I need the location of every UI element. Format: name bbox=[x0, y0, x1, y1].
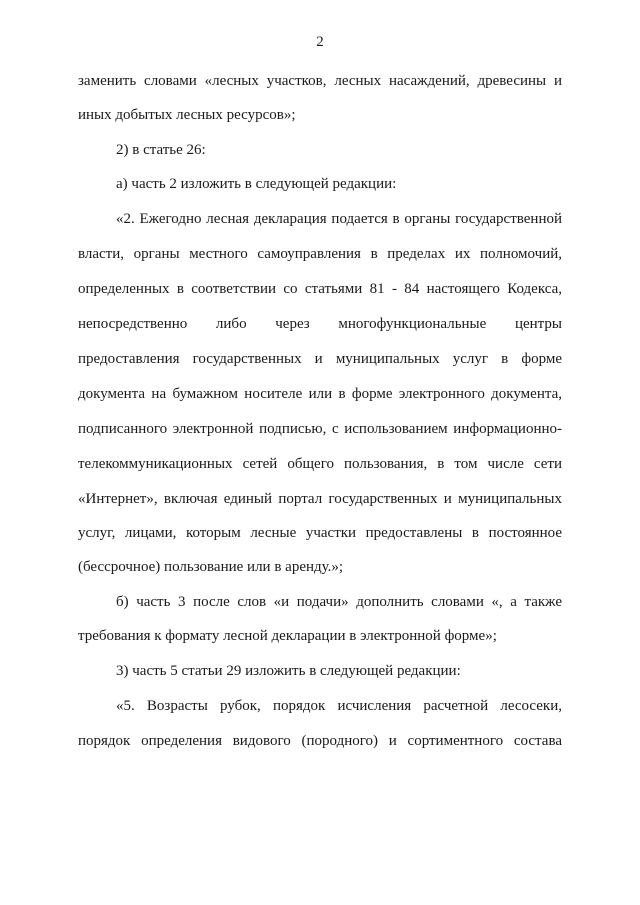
page-number: 2 bbox=[316, 34, 324, 50]
text-line: заменить словами «лесных участков, лесных насаждений, древесины и bbox=[78, 73, 562, 89]
text-line: услуг, лицами, которым лесные участки предоставлены в постоянное bbox=[78, 525, 562, 541]
text-line: непосредственно либо через многофункциональные центры bbox=[78, 316, 562, 332]
text-line: (бессрочное) пользование или в аренду.»; bbox=[78, 559, 344, 575]
text-line: подписанного электронной подписью, с использованием информационно- bbox=[78, 421, 562, 437]
text-line: требования к формату лесной декларации в электронной форме»; bbox=[78, 628, 497, 644]
text-line: порядок определения видового (породного) и сортиментного состава bbox=[78, 733, 562, 749]
text-line: б) часть 3 после слов «и подачи» дополнить словами «, а также bbox=[116, 594, 562, 610]
text-line: «5. Возрасты рубок, порядок исчисления расчетной лесосеки, bbox=[116, 698, 562, 714]
text-line: предоставления государственных и муниципальных услуг в форме bbox=[78, 351, 562, 367]
text-line: иных добытых лесных ресурсов»; bbox=[78, 107, 296, 123]
text-line: а) часть 2 изложить в следующей редакции: bbox=[116, 176, 397, 192]
text-line: «2. Ежегодно лесная декларация подается в органы государственной bbox=[116, 211, 562, 227]
text-line: «Интернет», включая единый портал государственных и муниципальных bbox=[78, 491, 562, 507]
text-line: власти, органы местного самоуправления в пределах их полномочий, bbox=[78, 246, 562, 262]
text-line: 2) в статье 26: bbox=[116, 142, 206, 158]
text-line: определенных в соответствии со статьями 81 - 84 настоящего Кодекса, bbox=[78, 281, 562, 297]
text-line: 3) часть 5 статьи 29 изложить в следующей редакции: bbox=[116, 663, 461, 679]
text-line: телекоммуникационных сетей общего пользования, в том числе сети bbox=[78, 456, 562, 472]
text-line: документа на бумажном носителе или в форме электронного документа, bbox=[78, 386, 562, 402]
